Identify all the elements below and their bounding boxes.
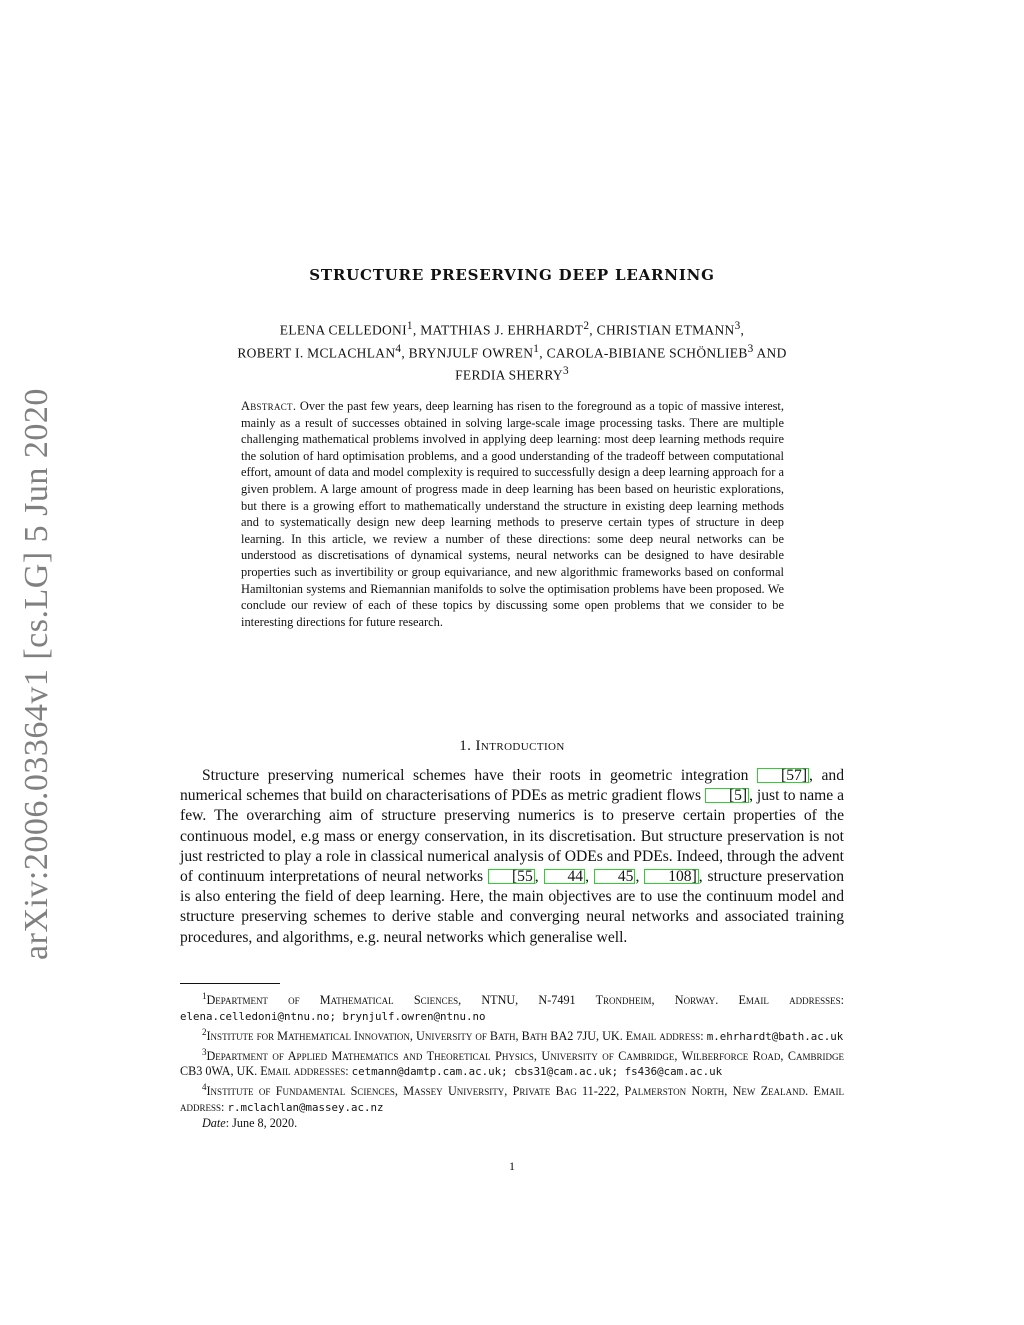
- author-separator: ,: [401, 345, 409, 360]
- author-name: ROBERT I. MCLACHLAN: [237, 345, 396, 360]
- citation-link[interactable]: 45: [594, 869, 636, 884]
- affiliation-mark: 3: [747, 342, 754, 355]
- footnote: [180, 1045, 844, 1081]
- paper-title: STRUCTURE PRESERVING DEEP LEARNING: [309, 266, 715, 284]
- arxiv-identifier: arXiv:2006.03364v1 [cs.LG] 5 Jun 2020: [18, 388, 55, 960]
- footnote-text: Institute for Mathematical Innovation, University of Bath, Bath BA2 7JU, UK. Email address:: [206, 1028, 707, 1043]
- footnote-mark: 2: [202, 1026, 207, 1037]
- page-number: 1: [509, 1159, 515, 1173]
- email-address: r.mclachlan@massey.ac.nz: [227, 1101, 384, 1115]
- author-separator: ,: [412, 322, 421, 338]
- author-name: FERDIA SHERRY: [455, 367, 563, 383]
- author-name: MATTHIAS J. EHRHARDT: [420, 322, 584, 338]
- date-label: Date: [202, 1115, 226, 1130]
- footnotes: [180, 989, 844, 1132]
- author-separator: ,: [589, 322, 597, 338]
- email-address: cetmann@damtp.cam.ac.uk; cbs31@cam.ac.uk; fs436@cam.ac.uk: [351, 1065, 723, 1079]
- affiliation-mark: 1: [533, 342, 540, 355]
- footnote-mark: 4: [202, 1082, 207, 1093]
- footnote-divider: [180, 983, 280, 984]
- introduction-paragraph: Structure preserving numerical schemes have their roots in geometric integration [57] , and numerical schemes that build on characterisations of PDEs as metric gradient flows [5] , just to name a few. The overarching aim of structure preserving numerics is to preserve certain properties of the continuous model, e.g mass or energy conservation, in its discretisation. But structure preservation is not just restricted to play a role in classical numerical analysis of ODEs and PDEs. Indeed, through the advent of continuum interpretations of neural networks [55 , 44 , 45 , 108] , structure preservation is also entering the field of deep learning. Here, the main objectives are to use the continuum model and structure preserving schemes to derive stable and converging neural networks and associated training procedures, and algorithms, e.g. neural networks which generalise well.: [180, 767, 845, 946]
- footnote-mark: 1: [202, 991, 207, 1001]
- intro-text: Structure preserving numerical schemes have their roots in geometric integration: [202, 767, 758, 784]
- email-address: m.ehrhardt@bath.ac.uk: [706, 1029, 844, 1043]
- section-number: 1.: [459, 738, 472, 754]
- affiliation-mark: 4: [395, 342, 402, 355]
- citation-link[interactable]: [55: [488, 869, 535, 884]
- abstract: [241, 398, 784, 630]
- section-title: Introduction: [475, 738, 565, 754]
- section-heading: [0, 738, 1024, 755]
- footnote: [180, 989, 844, 1025]
- author-name: ELENA CELLEDONI: [279, 322, 407, 338]
- footnote: [180, 1025, 844, 1045]
- citation-link[interactable]: [5]: [705, 788, 749, 803]
- author-list: [180, 317, 844, 385]
- footnote-text: Institute of Fundamental Sciences, Massey University, Private Bag 11-222, Palmerston North, New Zealand. Email address:: [180, 1084, 844, 1115]
- affiliation-mark: 3: [734, 320, 741, 332]
- affiliation-mark: 3: [562, 365, 569, 377]
- citation-link[interactable]: 108]: [644, 869, 699, 884]
- footnote: [180, 1080, 844, 1116]
- author-separator: ,: [539, 345, 547, 360]
- abstract-text: Over the past few years, deep learning has risen to the foreground as a topic of massive interest, mainly as a result of successes obtained in solving large-scale image processing tasks. There are multiple challenging mathematical problems involved in applying deep learning: most deep learning methods require the solution of hard optimisation problems, and a good understanding of the tradeoff between computational effort, amount of data and model complexity is required to successfully design a deep learning approach for a given problem. A large amount of progress made in deep learning has been based on heuristic explorations, but there is a growing effort to mathematically understand the structure in existing deep learning methods and to systematically design new deep learning methods to preserve certain types of structure in deep learning. In this article, we review a number of these directions: some deep neural networks can be understood as discretisations of dynamical systems, neural networks can be designed to have desirable properties such as invertibility or group equivariance, and new algorithmic frameworks based on conformal Hamiltonian systems and Riemannian manifolds to solve the optimisation problems have been proposed. We conclude our review of each of these topics by discussing some open problems that we consider to be interesting directions for future research.: [241, 399, 784, 629]
- affiliation-mark: 1: [406, 320, 413, 332]
- footnote-mark: 3: [202, 1046, 207, 1057]
- citation-link[interactable]: [57]: [757, 768, 809, 783]
- intro-text: , and numerical schemes that build on characterisations of PDEs as metric gradient flows: [180, 767, 845, 805]
- author-name: CAROLA-BIBIANE SCHÖNLIEB: [546, 345, 748, 360]
- author-name: CHRISTIAN ETMANN: [596, 322, 735, 338]
- author-separator: ,: [740, 322, 745, 338]
- intro-text: , structure preservation is also entering the field of deep learning. Here, the main objectives are to use the continuum model and structure preserving schemes to derive stable and converging neural networks and associated training procedures, and algorithms, e.g. neural networks which generalise well.: [180, 868, 844, 946]
- date-value: : June 8, 2020.: [225, 1115, 298, 1130]
- author-name: BRYNJULF OWREN: [408, 345, 534, 360]
- footnote-text: Department of Applied Mathematics and Theoretical Physics, University of Cambridge, Wilberforce Road, Cambridge CB3 0WA, UK. Email addresses:: [180, 1048, 844, 1079]
- date-line: [180, 1116, 844, 1132]
- abstract-label: Abstract.: [241, 399, 297, 413]
- intro-text: , just to name a few. The overarching aim of structure preserving numerics is to preserve certain properties of the continuous model, e.g mass or energy conservation, in its discretisation. But structure preservation is not just restricted to play a role in classical numerical analysis of ODEs and PDEs. Indeed, through the advent of continuum interpretations of neural networks: [180, 787, 844, 886]
- footnote-text: Department of Mathematical Sciences, NTNU, N-7491 Trondheim, Norway. Email addresses:: [206, 993, 844, 1008]
- affiliation-mark: 2: [583, 320, 590, 332]
- email-address: elena.celledoni@ntnu.no; brynjulf.owren@ntnu.no: [180, 1009, 486, 1023]
- author-separator: AND: [753, 345, 787, 360]
- citation-link[interactable]: 44: [544, 869, 586, 884]
